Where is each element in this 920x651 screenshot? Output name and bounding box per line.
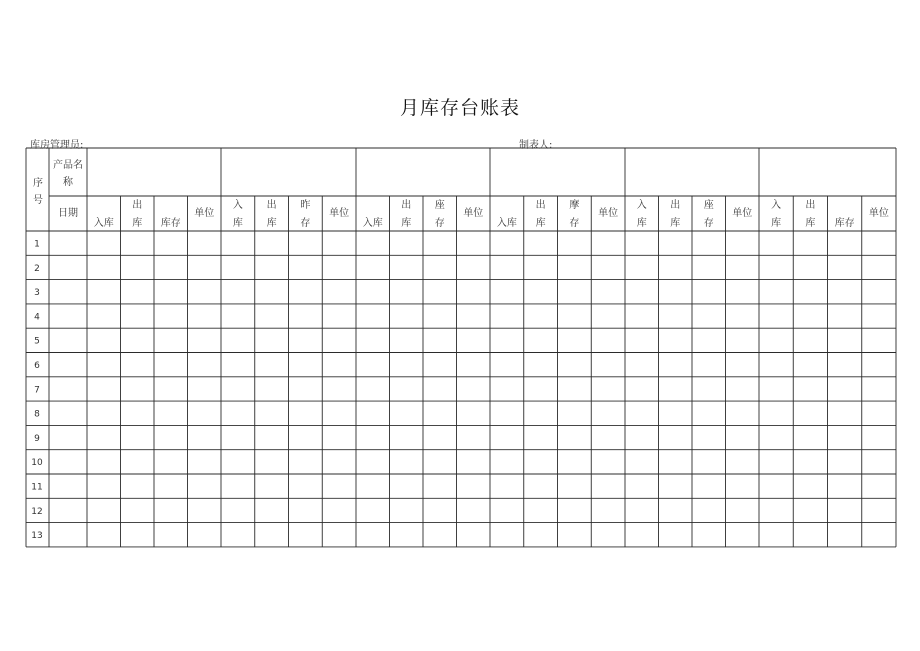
stock-header: 库存 (160, 218, 181, 229)
out-stock-header: 库 (670, 218, 681, 229)
unit-header: 单位 (463, 208, 484, 219)
in-stock-header: 入库 (362, 218, 383, 229)
seq-header: 序 (33, 178, 43, 189)
in-stock-header: 入 (232, 200, 243, 211)
row-number: 11 (31, 482, 43, 493)
row-number: 10 (31, 458, 43, 469)
date-header: 日期 (58, 208, 78, 219)
stock-header: 摩 (569, 200, 580, 211)
stock-header: 座 (434, 200, 445, 211)
stock-header: 库存 (834, 218, 855, 229)
maker-label: 制表人: (519, 140, 553, 151)
row-number: 4 (34, 312, 40, 323)
in-stock-header: 入 (771, 200, 782, 211)
row-number: 2 (34, 263, 40, 274)
stock-header: 存 (703, 218, 714, 229)
out-stock-header: 出 (670, 200, 681, 211)
out-stock-header: 出 (132, 200, 143, 211)
row-number: 5 (34, 336, 40, 347)
row-number: 12 (31, 506, 43, 517)
in-stock-header: 入 (636, 200, 647, 211)
out-stock-header: 出 (266, 200, 277, 211)
keeper-label: 库房管理员: (30, 140, 84, 151)
row-number: 9 (34, 433, 40, 444)
in-stock-header: 库 (636, 218, 647, 229)
in-stock-header: 库 (232, 218, 243, 229)
unit-header: 单位 (329, 208, 350, 219)
out-stock-header: 库 (266, 218, 277, 229)
out-stock-header: 库 (401, 218, 412, 229)
out-stock-header: 出 (401, 200, 412, 211)
out-stock-header: 出 (805, 200, 816, 211)
product-header: 产品名 (53, 160, 83, 171)
stock-header: 存 (434, 218, 445, 229)
row-number: 1 (34, 239, 40, 250)
unit-header: 单位 (868, 208, 889, 219)
product-header: 称 (63, 177, 73, 188)
stock-header: 存 (300, 218, 311, 229)
row-number: 6 (34, 361, 40, 371)
unit-header: 单位 (732, 208, 753, 219)
page-title: 月库存台账表 (399, 97, 520, 119)
unit-header: 单位 (194, 208, 215, 219)
in-stock-header: 入库 (496, 218, 517, 229)
out-stock-header: 库 (132, 218, 143, 229)
row-number: 13 (31, 531, 43, 542)
in-stock-header: 库 (771, 218, 782, 229)
row-number: 7 (34, 385, 40, 396)
unit-header: 单位 (598, 208, 619, 219)
out-stock-header: 库 (805, 218, 816, 229)
stock-header: 昨 (300, 200, 311, 211)
out-stock-header: 出 (535, 200, 546, 211)
row-number: 8 (34, 409, 40, 420)
out-stock-header: 库 (535, 218, 546, 229)
seq-header: 号 (33, 195, 43, 206)
row-number: 3 (34, 288, 40, 299)
stock-header: 座 (703, 200, 714, 211)
stock-header: 存 (569, 218, 580, 229)
in-stock-header: 入库 (93, 218, 114, 229)
